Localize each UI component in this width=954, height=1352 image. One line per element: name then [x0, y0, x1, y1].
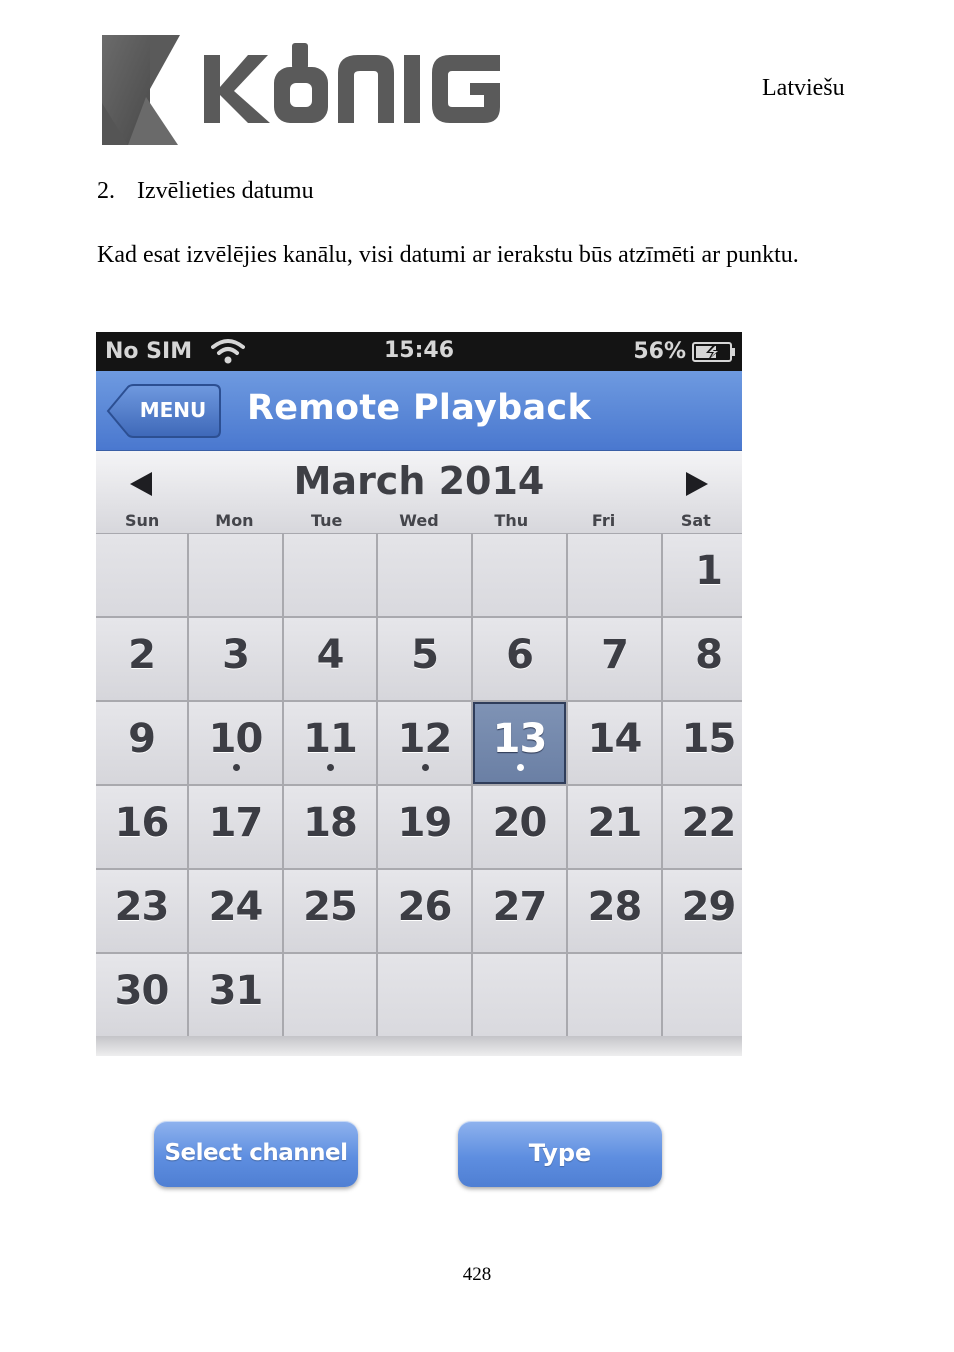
day-number: 4	[316, 632, 344, 678]
day-number: 14	[587, 716, 642, 762]
weekday-row	[96, 511, 742, 530]
calendar-day-cell[interactable]	[473, 618, 566, 700]
weekday-label: Mon	[215, 511, 254, 530]
status-time: 15:46	[383, 338, 455, 363]
calendar-empty-cell	[568, 954, 661, 1036]
calendar-day-cell[interactable]	[568, 618, 661, 700]
day-number: 11	[303, 716, 357, 762]
calendar-day-cell[interactable]	[96, 786, 187, 868]
step-heading	[97, 178, 314, 205]
phone-screenshot	[96, 332, 742, 1056]
menu-back-button[interactable]	[106, 384, 221, 438]
calendar-day-cell[interactable]	[96, 954, 187, 1036]
day-number: 9	[128, 716, 155, 762]
calendar-grid	[96, 534, 742, 1036]
calendar-day-cell[interactable]	[663, 618, 742, 700]
recording-dot-icon	[517, 764, 524, 771]
day-number: 23	[114, 884, 169, 930]
page-number: 428	[462, 1264, 492, 1285]
screen-title: Remote Playback	[247, 388, 592, 428]
day-number: 26	[397, 884, 452, 930]
select-channel-button[interactable]: Select channel	[154, 1121, 358, 1187]
carrier-label: No SIM	[105, 339, 193, 364]
day-number: 22	[681, 800, 736, 846]
day-number: 30	[114, 968, 169, 1014]
calendar-bottom-shadow	[96, 1036, 742, 1056]
day-number: 7	[601, 632, 628, 678]
step-number: 2.	[97, 178, 115, 204]
calendar-empty-cell	[473, 534, 566, 616]
calendar-day-cell[interactable]	[284, 702, 376, 784]
day-number: 31	[208, 968, 263, 1014]
calendar-day-cell[interactable]	[568, 870, 661, 952]
calendar-day-cell[interactable]	[284, 618, 376, 700]
recording-dot-icon	[422, 764, 429, 771]
month-title: March 2014	[293, 459, 545, 503]
day-number: 29	[681, 884, 736, 930]
day-number: 2	[128, 632, 155, 678]
weekday-label: Sat	[680, 511, 711, 530]
day-number: 16	[114, 800, 169, 846]
recording-dot-icon	[327, 764, 334, 771]
calendar-empty-cell	[284, 534, 376, 616]
calendar-day-cell[interactable]	[473, 870, 566, 952]
calendar-day-cell[interactable]	[568, 702, 661, 784]
calendar-day-cell[interactable]	[189, 954, 282, 1036]
calendar-day-cell[interactable]	[663, 702, 742, 784]
calendar-day-cell[interactable]	[189, 702, 282, 784]
calendar-empty-cell	[473, 954, 566, 1036]
konig-logo	[98, 33, 518, 145]
nav-bar	[96, 371, 742, 451]
calendar-day-cell[interactable]	[663, 870, 742, 952]
calendar-day-cell[interactable]	[96, 870, 187, 952]
calendar-day-cell[interactable]	[568, 786, 661, 868]
calendar-empty-cell	[378, 954, 471, 1036]
day-number: 28	[587, 884, 642, 930]
day-number: 6	[506, 632, 533, 678]
calendar-day-cell[interactable]	[663, 786, 742, 868]
type-button[interactable]: Type	[458, 1121, 662, 1187]
language-label: Latviešu	[762, 75, 845, 101]
day-number: 27	[492, 884, 547, 930]
instruction-paragraph: Kad esat izvēlējies kanālu, visi datumi ar ierakstu būs atzīmēti ar punktu.	[97, 242, 799, 268]
calendar-day-cell[interactable]	[473, 786, 566, 868]
day-number: 24	[208, 884, 263, 930]
weekday-label: Sun	[124, 511, 160, 530]
calendar-day-cell[interactable]	[96, 618, 187, 700]
calendar-day-cell[interactable]	[189, 870, 282, 952]
calendar-empty-cell	[284, 954, 376, 1036]
day-number: 5	[411, 632, 438, 678]
day-number: 12	[397, 716, 452, 762]
weekday-label: Wed	[399, 511, 439, 530]
day-number: 19	[397, 800, 452, 846]
day-number: 8	[695, 632, 722, 678]
calendar-day-cell[interactable]	[189, 618, 282, 700]
battery-charging-icon	[692, 342, 736, 362]
calendar-day-cell[interactable]	[284, 786, 376, 868]
calendar-header	[96, 451, 742, 534]
calendar-day-cell[interactable]	[189, 786, 282, 868]
calendar-empty-cell	[568, 534, 661, 616]
day-number: 17	[208, 800, 263, 846]
recording-dot-icon	[233, 764, 240, 771]
weekday-label: Fri	[591, 511, 616, 530]
day-number: 21	[587, 800, 642, 846]
day-number: 1	[695, 548, 722, 594]
calendar-empty-cell	[378, 534, 471, 616]
calendar-day-cell[interactable]	[96, 702, 187, 784]
calendar-day-cell[interactable]	[378, 870, 471, 952]
calendar-empty-cell	[96, 534, 187, 616]
status-bar	[96, 332, 742, 371]
calendar-day-cell[interactable]	[473, 702, 566, 784]
day-number: 15	[681, 716, 736, 762]
day-number: 20	[492, 800, 547, 846]
day-number: 3	[222, 632, 249, 678]
weekday-label: Tue	[311, 511, 343, 530]
day-number: 18	[303, 800, 357, 846]
day-number: 13	[492, 716, 547, 762]
next-month-arrow-icon[interactable]	[682, 469, 712, 499]
battery-percent: 56%	[633, 339, 686, 364]
calendar-empty-cell	[663, 954, 742, 1036]
calendar-day-cell[interactable]	[378, 702, 471, 784]
calendar-day-cell[interactable]	[284, 870, 376, 952]
day-number: 10	[208, 716, 263, 762]
calendar-day-cell[interactable]	[663, 534, 742, 616]
menu-button-label: MENU	[139, 398, 207, 422]
calendar-day-cell[interactable]	[378, 618, 471, 700]
calendar-empty-cell	[189, 534, 282, 616]
step-title: Izvēlieties datumu	[137, 178, 314, 204]
weekday-label: Thu	[494, 511, 529, 530]
day-number: 25	[303, 884, 357, 930]
calendar-day-cell[interactable]	[378, 786, 471, 868]
konig-logo-graphic	[98, 33, 518, 145]
